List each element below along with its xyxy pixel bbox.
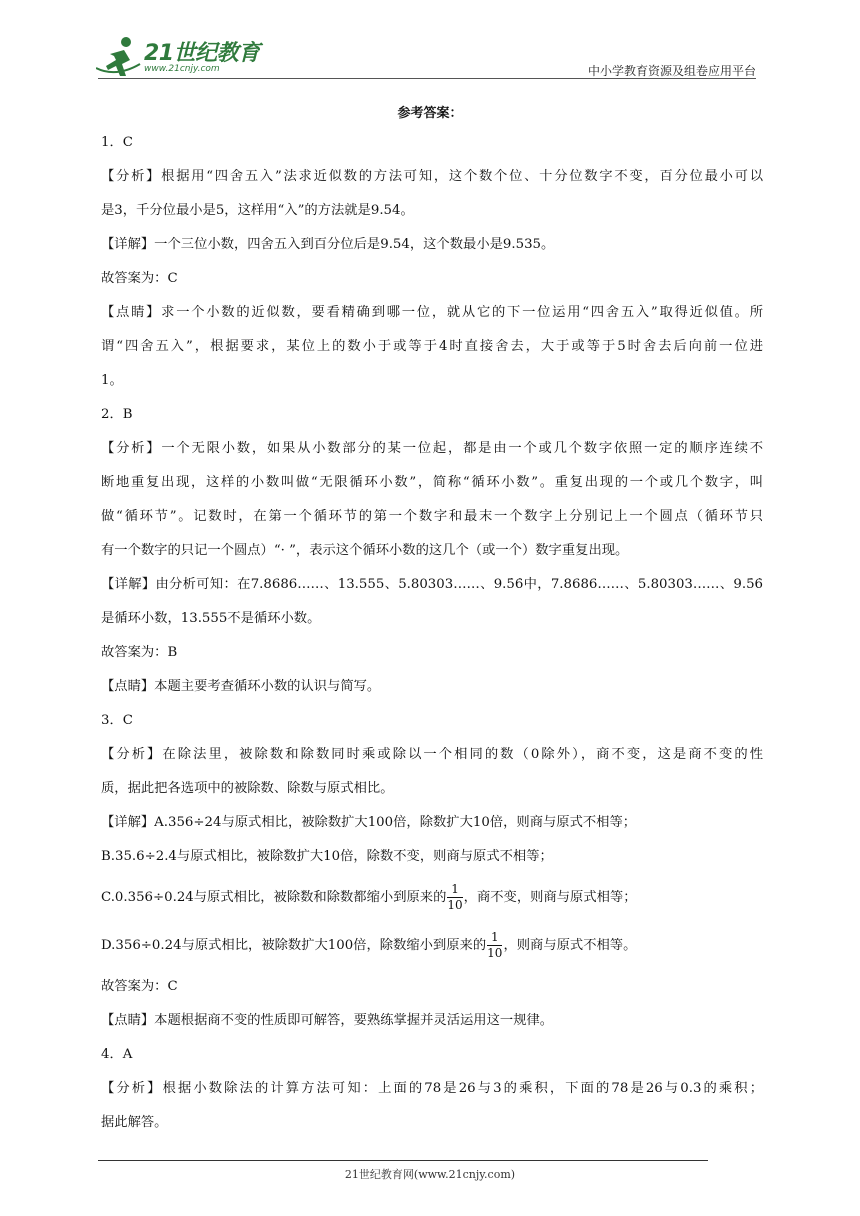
footer-divider — [98, 1160, 708, 1161]
text-line: 3．C — [101, 713, 133, 728]
text-line: 谓“四舍五入”，根据要求，某位上的数小于或等于4时直接舍去，大于或等于5时舍去后向前一位进 — [101, 339, 763, 354]
text-segment: ，则商与原式不相等。 — [503, 938, 637, 953]
text-line-with-fraction — [101, 874, 763, 922]
platform-label: 中小学教育资源及组卷应用平台 — [587, 64, 756, 78]
site-logo[interactable] — [96, 34, 266, 80]
text-line: 质，据此把各选项中的被除数、除数与原式相比。 — [101, 781, 394, 796]
logo-url: www.21cnjy.com — [144, 64, 220, 74]
text-segment: C.0.356÷0.24与原式相比，被除数和除数都缩小到原来的 — [101, 890, 447, 905]
text-line: 断地重复出现，这样的小数叫做“无限循环小数”，简称“循环小数”。重复出现的一个或几个数字，叫 — [101, 475, 763, 490]
text-line: 故答案为：B — [101, 645, 178, 660]
text-line: 【详解】A.356÷24与原式相比，被除数扩大100倍，除数扩大10倍，则商与原式不相等； — [101, 815, 637, 830]
logo-text: 21世纪教育 — [144, 41, 260, 66]
footer-link[interactable]: 21世纪教育网(www.21cnjy.com) — [344, 1168, 516, 1181]
fraction-numerator: 1 — [487, 930, 502, 946]
runner-icon — [96, 34, 142, 80]
text-line: 【点睛】本题根据商不变的性质即可解答，要熟练掌握并灵活运用这一规律。 — [101, 1013, 554, 1028]
text-line: 【分析】一个无限小数，如果从小数部分的某一位起，都是由一个或几个数字依照一定的顺序连续不 — [101, 441, 763, 456]
text-line: 【详解】一个三位小数，四舍五入到百分位后是9.54，这个数最小是9.535。 — [101, 237, 555, 252]
text-line: 1．C — [101, 135, 133, 150]
header-divider — [98, 78, 756, 79]
fraction-denominator: 10 — [447, 898, 463, 912]
text-line: 有一个数字的只记一个圆点）“· ”，表示这个循环小数的这几个（或一个）数字重复出现。 — [101, 543, 629, 558]
fraction-denominator: 10 — [487, 946, 503, 960]
text-line: B.35.6÷2.4与原式相比，被除数扩大10倍，除数不变，则商与原式不相等； — [101, 849, 553, 864]
text-line: 据此解答。 — [101, 1115, 168, 1130]
fraction — [447, 882, 462, 913]
text-line: 【分析】根据用“四舍五入”法求近似数的方法可知，这个数个位、十分位数字不变，百分位最小可以 — [101, 169, 763, 184]
text-line-with-fraction — [101, 922, 763, 970]
text-line: 【分析】在除法里，被除数和除数同时乘或除以一个相同的数（0除外），商不变，这是商不变的性 — [101, 747, 763, 762]
text-line: 故答案为：C — [101, 271, 178, 286]
text-segment: ，商不变，则商与原式相等； — [463, 890, 637, 905]
text-segment: D.356÷0.24与原式相比，被除数扩大100倍，除数缩小到原来的 — [101, 938, 487, 953]
text-line: 2．B — [101, 407, 133, 422]
page-title: 参考答案： — [397, 106, 463, 121]
text-line: 故答案为：C — [101, 979, 178, 994]
text-line: 【点睛】求一个小数的近似数，要看精确到哪一位，就从它的下一位运用“四舍五入”取得近似值。所 — [101, 305, 763, 320]
text-line: 【分析】根据小数除法的计算方法可知：上面的78是26与3的乘积，下面的78是26与0.3的乘积； — [101, 1081, 763, 1096]
fraction — [487, 930, 502, 961]
text-line: 做“循环节”。记数时，在第一个循环节的第一个数字和最末一个数字上分别记上一个圆点（循环节只 — [101, 509, 763, 524]
text-line: 是循环小数，13.555不是循环小数。 — [101, 611, 321, 626]
text-line: 【详解】由分析可知：在7.8686……、13.555、5.80303……、9.5̇6̇中，7.8686……、5.80303……、9.5̇6̇ — [101, 577, 763, 592]
text-line: 【点睛】本题主要考查循环小数的认识与简写。 — [101, 679, 381, 694]
fraction-numerator: 1 — [447, 882, 462, 898]
text-line: 4．A — [101, 1047, 133, 1062]
answer-content — [101, 126, 763, 1140]
text-line: 1。 — [101, 373, 123, 388]
text-line: 是3，千分位最小是5，这样用“入”的方法就是9.54。 — [101, 203, 414, 218]
